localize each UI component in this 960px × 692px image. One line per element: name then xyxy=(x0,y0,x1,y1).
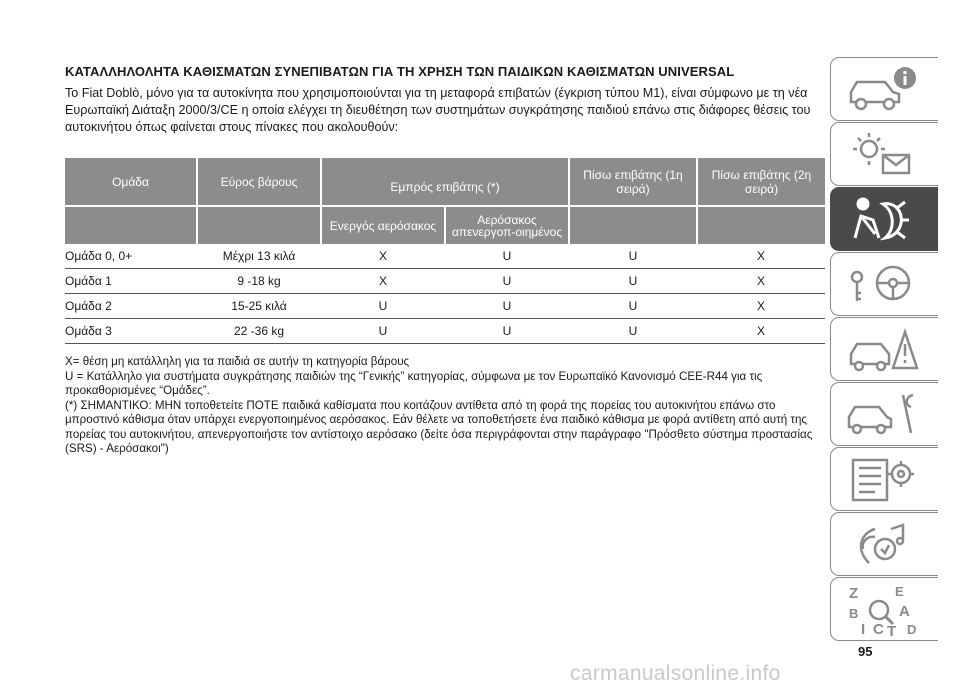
cell-rear1: U xyxy=(569,244,697,269)
header-group: Ομάδα xyxy=(65,158,197,206)
subheader-empty xyxy=(697,206,825,244)
header-weight: Εύρος βάρους xyxy=(197,158,321,206)
cell-airbag-on: X xyxy=(321,269,445,294)
header-airbag-off: Αερόσακος απενεργοπ-οιημένος xyxy=(445,206,569,244)
index-letter: E xyxy=(895,584,904,599)
table-row xyxy=(65,294,825,319)
page-title: ΚΑΤΑΛΛΗΛΟΛΗΤΑ ΚΑΘΙΣΜΑΤΩΝ ΣΥΝΕΠΙΒΑΤΩΝ ΓΙΑ ΤΗ ΧΡΗΣΗ ΤΩΝ ΠΑΙΔΙΚΩΝ ΚΑΘΙΣΜΑΤΩΝ UNIVERSAL xyxy=(65,64,735,79)
table-row xyxy=(65,244,825,269)
cell-weight: 9 -18 kg xyxy=(197,269,321,294)
index-letter: B xyxy=(849,606,859,621)
multimedia-icon xyxy=(845,519,925,571)
cell-airbag-on: U xyxy=(321,319,445,344)
table-header-row xyxy=(65,158,825,206)
watermark: carmanualsonline.info xyxy=(570,662,781,685)
cell-rear2: X xyxy=(697,244,825,269)
note-u: U = Κατάλληλο για συστήματα συγκράτησης παιδιών της “Γενικής” κατηγορίας, σύμφωνα με τον Ευρωπαϊκό Κανονισμό CEE-R44 για τις προκαθορισμένες “Ομάδες”. xyxy=(65,369,763,397)
index-letter: I xyxy=(861,621,866,638)
tab-specifications[interactable] xyxy=(830,447,938,511)
tab-car-info[interactable] xyxy=(830,57,938,121)
specs-gear-icon xyxy=(845,454,925,506)
cell-rear2: X xyxy=(697,294,825,319)
header-rear2: Πίσω επιβάτης (2η σειρά) xyxy=(697,158,825,206)
note-important: (*) ΣΗΜΑΝΤΙΚΟ: ΜΗΝ τοποθετείτε ΠΟΤΕ παιδικά καθίσματα που κοιτάζουν αντίθετα από τη φορά της πορείας του αυτοκινήτου επάνω στο μπροστινό κάθισμα όταν υπάρχει ενεργοποιημένος αερόσακος. Εάν θέλετε να τοποθετήσετε ένα παιδικό κάθισμα με φορά αντίθετη από αυτή της πορείας του αυτοκινήτου, απενεργοποιήστε τον αντίστοιχο αερόσακο (δείτε όσα περιγράφονται στην παράγραφο "Πρόσθετο σύστημα προστασίας (SRS) - Αερόσακοι") xyxy=(65,398,813,455)
tab-emergency[interactable] xyxy=(830,317,938,381)
tab-starting-driving[interactable] xyxy=(830,252,938,316)
tab-warning-lights[interactable] xyxy=(830,122,938,186)
cell-airbag-off: U xyxy=(445,269,569,294)
index-letter: C xyxy=(873,621,884,638)
index-letter: T xyxy=(887,623,897,640)
header-rear1: Πίσω επιβάτης (1η σειρά) xyxy=(569,158,697,206)
content xyxy=(65,64,825,136)
table-row xyxy=(65,269,825,294)
cell-weight: 15-25 κιλά xyxy=(197,294,321,319)
cell-rear1: U xyxy=(569,269,697,294)
table-row xyxy=(65,319,825,344)
tab-index[interactable] xyxy=(830,577,938,641)
car-info-icon xyxy=(845,64,925,116)
index-letters-icon xyxy=(845,584,925,640)
tab-safety[interactable] xyxy=(830,187,938,251)
tab-multimedia[interactable] xyxy=(830,512,938,576)
cell-group: Ομάδα 1 xyxy=(65,269,197,294)
tab-maintenance[interactable] xyxy=(830,382,938,446)
cell-airbag-on: U xyxy=(321,294,445,319)
warning-lights-message-icon xyxy=(845,129,925,181)
cell-rear2: X xyxy=(697,269,825,294)
cell-weight: 22 -36 kg xyxy=(197,319,321,344)
index-letter: Z xyxy=(849,585,859,602)
header-airbag-on: Ενεργός αερόσακος xyxy=(321,206,445,244)
note-x: X= θέση μη κατάλληλη για τα παιδιά σε αυτήν τη κατηγορία βάρους xyxy=(65,355,410,368)
index-letter: D xyxy=(907,622,917,637)
subheader-empty xyxy=(65,206,197,244)
index-letter: A xyxy=(899,603,910,620)
cell-group: Ομάδα 0, 0+ xyxy=(65,244,197,269)
table-subheader-row xyxy=(65,206,825,244)
airbag-seatbelt-icon xyxy=(845,194,925,246)
car-emergency-icon xyxy=(845,324,925,376)
table-notes xyxy=(65,355,825,457)
cell-rear2: X xyxy=(697,319,825,344)
cell-weight: Μέχρι 13 κιλά xyxy=(197,244,321,269)
page-number: 95 xyxy=(858,644,873,659)
cell-rear1: U xyxy=(569,319,697,344)
intro-paragraph: Το Fiat Doblò, μόνο για τα αυτοκίνητα που χρησιμοποιούνται για τη μεταφορά επιβατών (έγκριση τύπου M1), είναι σύμφωνο με τη νέα Ευρωπαϊκή Διάταξη 2000/3/CE η οποία ελέγχει τη διευθέτηση των συστημάτων συγκράτησης παιδιού επάνω στις διάφορες θέσεις του αυτοκινήτου όπως φαίνεται στους πίνακες που ακολουθούν: xyxy=(65,86,811,134)
car-maintenance-icon xyxy=(845,389,925,441)
steering-key-icon xyxy=(845,259,925,311)
cell-airbag-on: X xyxy=(321,244,445,269)
cell-airbag-off: U xyxy=(445,319,569,344)
cell-airbag-off: U xyxy=(445,294,569,319)
cell-rear1: U xyxy=(569,294,697,319)
header-front: Εμπρός επιβάτης (*) xyxy=(321,158,569,206)
cell-airbag-off: U xyxy=(445,244,569,269)
child-seat-table xyxy=(65,158,825,344)
cell-group: Ομάδα 3 xyxy=(65,319,197,344)
subheader-empty xyxy=(569,206,697,244)
subheader-empty xyxy=(197,206,321,244)
cell-group: Ομάδα 2 xyxy=(65,294,197,319)
